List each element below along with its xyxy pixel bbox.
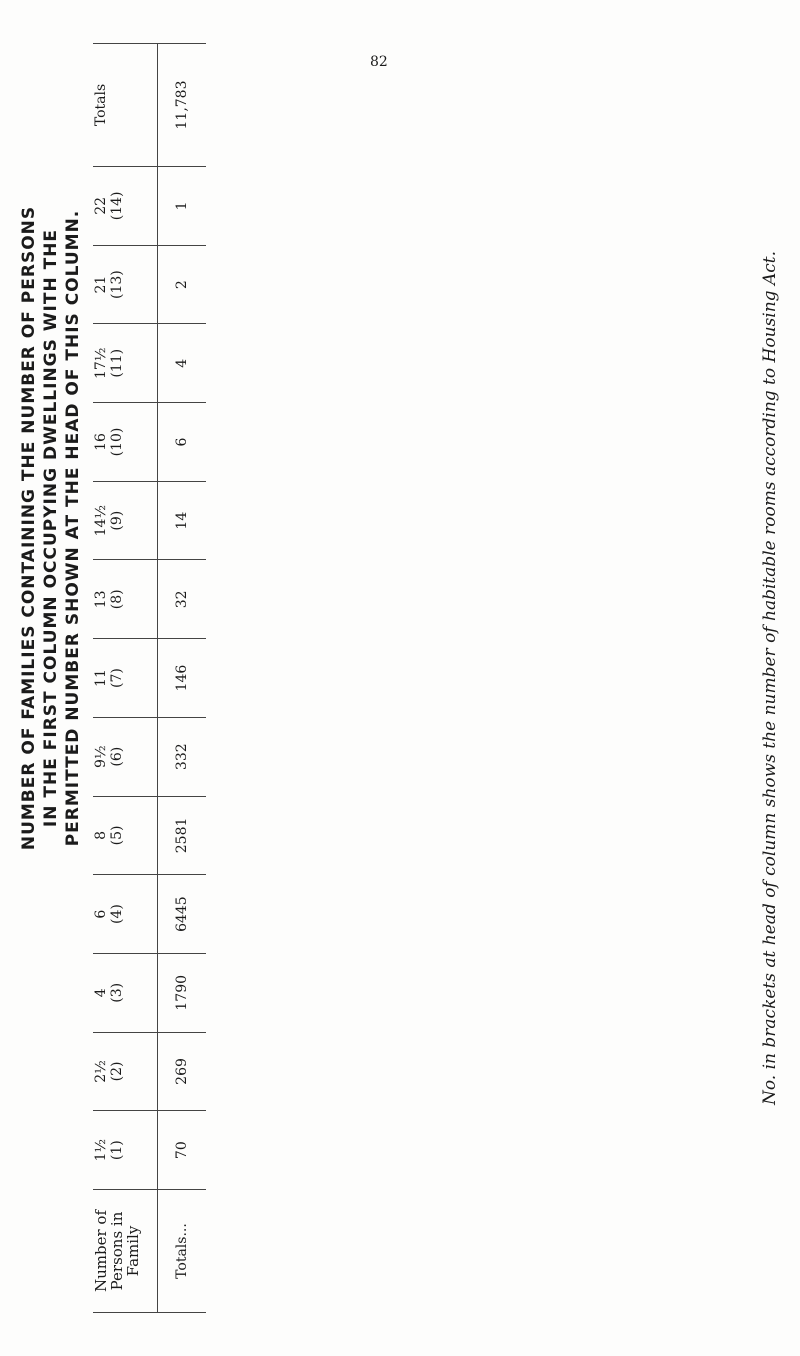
total-cell: 6445 xyxy=(158,875,207,954)
total-cell: 332 xyxy=(158,717,207,796)
col-header: 8 (5) xyxy=(93,796,158,875)
col-header: 2½ (2) xyxy=(93,1032,158,1111)
col-header: 4 (3) xyxy=(93,953,158,1032)
col-header: 13 (8) xyxy=(93,560,158,639)
col-header: 6 (4) xyxy=(93,875,158,954)
total-cell: 2 xyxy=(158,245,207,324)
col-header-totals: Totals xyxy=(93,44,158,167)
total-cell: 11,783 xyxy=(158,44,207,167)
total-cell: 70 xyxy=(158,1111,207,1190)
total-cell: 32 xyxy=(158,560,207,639)
total-cell: 14 xyxy=(158,481,207,560)
persons-column-header: Number of Persons in Family xyxy=(93,1190,158,1313)
col-header: 21 (13) xyxy=(93,245,158,324)
rotated-table-page xyxy=(8,8,792,1348)
footnote: No. in brackets at head of column shows the number of habitable rooms according to Housing Act. xyxy=(760,251,780,1105)
heading-line-3: PERMITTED NUMBER SHOWN AT THE HEAD OF THIS COLUMN. xyxy=(63,209,83,847)
page-number: 82 xyxy=(370,54,388,70)
col-header: 22 (14) xyxy=(93,167,158,246)
col-header: 11 (7) xyxy=(93,639,158,718)
total-cell: 6 xyxy=(158,403,207,482)
families-table xyxy=(93,43,206,1313)
total-cell: 2581 xyxy=(158,796,207,875)
col-header: 17½ (11) xyxy=(93,324,158,403)
total-cell: 146 xyxy=(158,639,207,718)
totals-label: Totals... xyxy=(158,1190,207,1313)
total-cell: 269 xyxy=(158,1032,207,1111)
col-header: 14½ (9) xyxy=(93,481,158,560)
col-header: 1½ (1) xyxy=(93,1111,158,1190)
table-heading xyxy=(18,8,84,1048)
total-cell: 1790 xyxy=(158,953,207,1032)
heading-line-1: NUMBER OF FAMILIES CONTAINING THE NUMBER OF PERSONS xyxy=(19,205,39,851)
totals-row xyxy=(158,44,207,1313)
heading-line-2: IN THE FIRST COLUMN OCCUPYING DWELLINGS WITH THE xyxy=(41,228,61,828)
col-header: 9½ (6) xyxy=(93,717,158,796)
col-header: 16 (10) xyxy=(93,403,158,482)
total-cell: 1 xyxy=(158,167,207,246)
total-cell: 4 xyxy=(158,324,207,403)
